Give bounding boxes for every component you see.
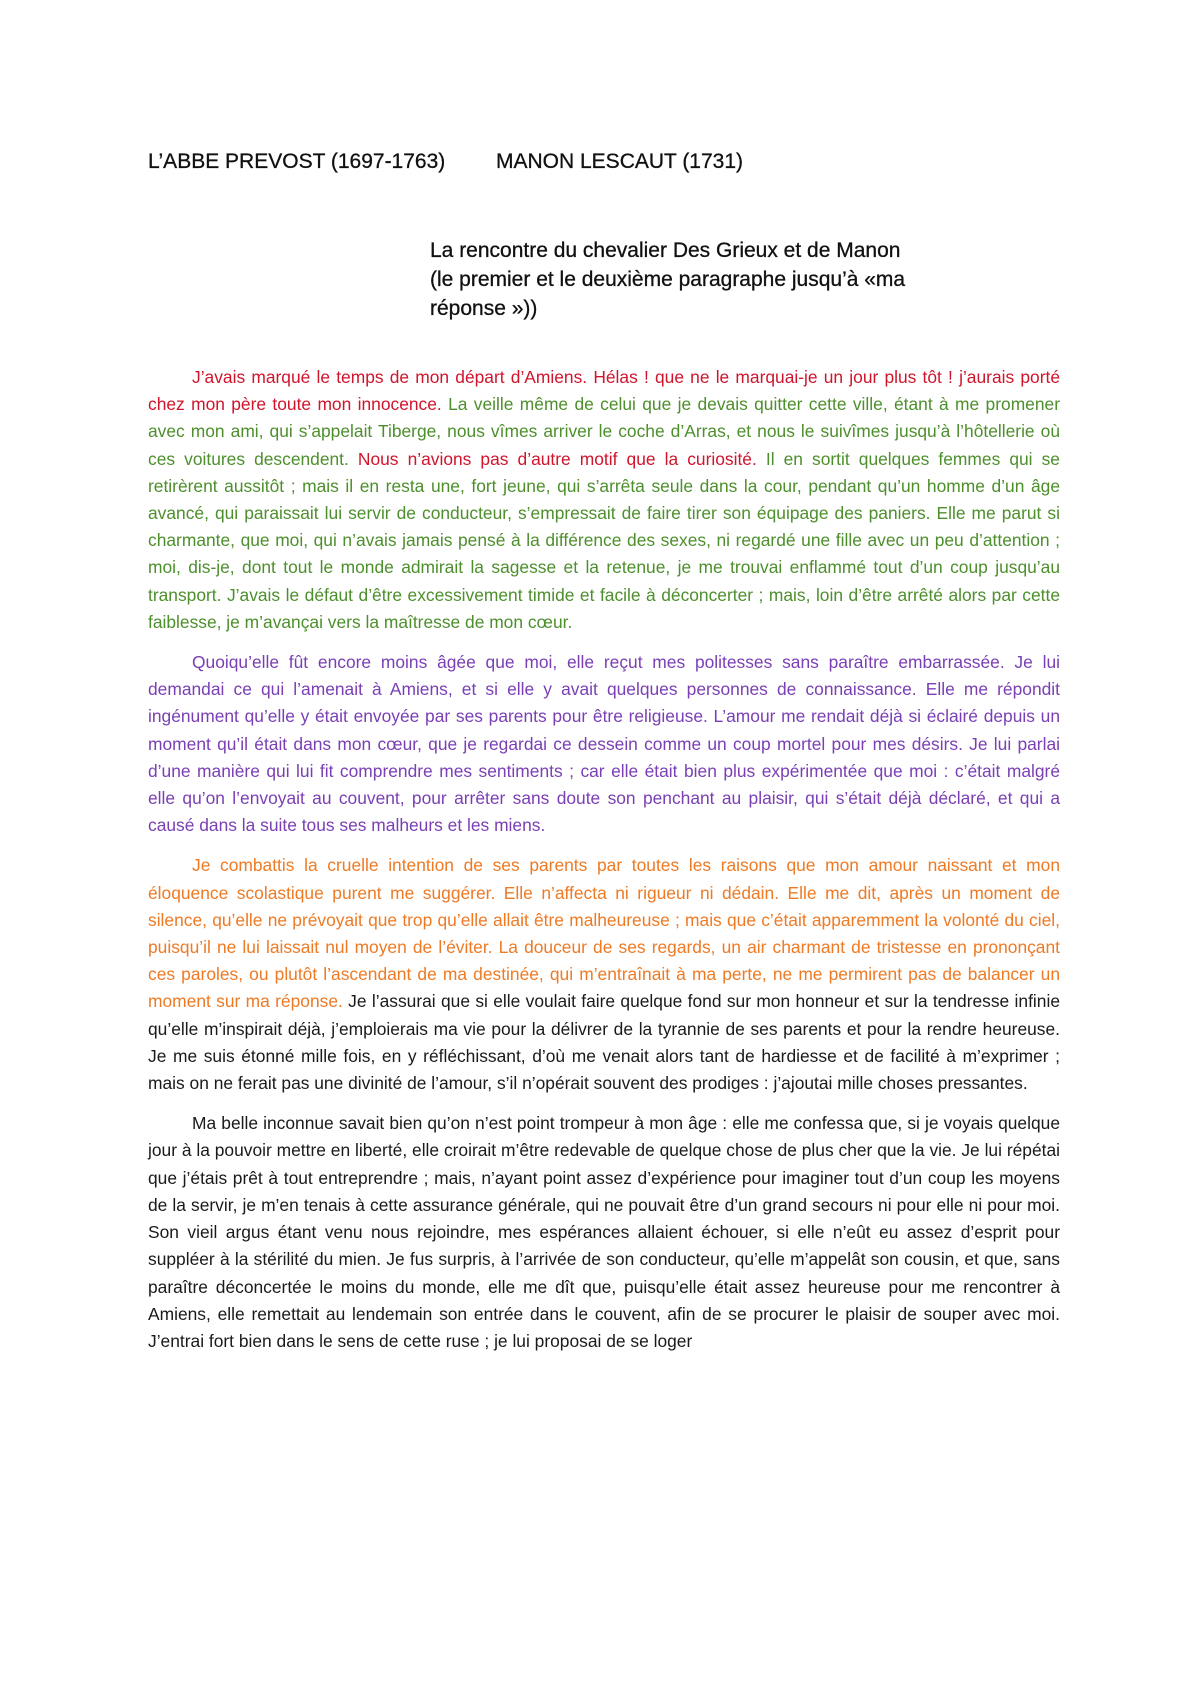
heading-line-1: La rencontre du chevalier Des Grieux et de Manon <box>430 239 901 262</box>
text-segment: Ma belle inconnue savait bien qu’on n’est point trompeur à mon âge : elle me confessa que, si je voyais quelque jour à la pouvoir mettre en liberté, elle croirait m’être redevable de quelque chose de plus cher que la vie. Je lui répétai que j’étais prêt à tout entreprendre ; mais, n’ayant point assez d’expérience pour imaginer tout d’un coup les moyens de la servir, je m’en tenais à cette assurance générale, qui ne pouvait être d’un grand secours ni pour elle ni pour moi. Son vieil argus étant venu nous rejoindre, mes espérances allaient échouer, si elle n’eût eu assez d’esprit pour suppléer à la stérilité du mien. Je fus surpris, à l’arrivée de son conducteur, qu’elle m’appelât son cousin, et que, sans paraître déconcertée le moins du monde, elle me dît que, puisqu’elle était assez heureuse pour me rencontrer à Amiens, elle remettait au lendemain son entrée dans le couvent, afin de se procurer le plaisir de souper avec moi. J’entrai fort bien dans le sens de cette ruse ; je lui proposai de se loger <box>148 1113 1060 1351</box>
work-title: MANON LESCAUT (1731) <box>496 150 744 173</box>
text-segment: Quoiqu’elle fût encore moins âgée que moi, elle reçut mes politesses sans paraître embarrassée. Je lui demandai ce qui l’amenait à Amiens, et si elle y avait quelques personnes de connaissance. Elle me répondit ingénument qu’elle y était envoyée par ses parents pour être religieuse. L’amour me rendait déjà si éclairé depuis un moment qu’il était dans mon cœur, que je regardai ce dessein comme un coup mortel pour mes désirs. Je lui parlai d’une manière qui lui fit comprendre mes sentiments ; car elle était bien plus expérimentée que moi : c’était malgré elle qu’on l’envoyait au couvent, pour arrêter sans doute son penchant au plaisir, qui s’était déjà déclaré, et qui a causé dans la suite tous ses malheurs et les miens. <box>148 652 1060 836</box>
paragraph-4 <box>148 1110 1060 1355</box>
author-line <box>148 150 744 174</box>
heading-line-3: réponse »)) <box>430 297 538 320</box>
text-segment: La veille même de celui que je devais quitter cette ville, étant à me promener avec mon ami, qui s’appelait Tiberge, nous vîmes arriver le coche d’Arras, et nous le suivîmes jusqu’à l’hôtellerie où ces voitures descendent. <box>148 394 1060 469</box>
text-segment: Nous n’avions pas d’autre motif que la curiosité. <box>357 448 766 469</box>
excerpt-heading <box>430 236 990 323</box>
excerpt-body <box>148 364 1060 1368</box>
paragraph-1 <box>148 364 1060 636</box>
text-segment: Il en sortit quelques femmes qui se retirèrent aussitôt ; mais il en resta une, fort jeune, qui s’arrêta seule dans la cour, pendant qu’un homme d’un âge avancé, qui paraissait lui servir de conducteur, s’empressait de faire tirer son équipage des paniers. Elle me parut si charmante, que moi, qui n’avais jamais pensé à la différence des sexes, ni regardé une fille avec un peu d’attention ; moi, dis-je, dont tout le monde admirait la sagesse et la retenue, je me trouvai enflammé tout d’un coup jusqu’au transport. J’avais le défaut d’être excessivement timide et facile à déconcerter ; mais, loin d’être arrêté alors par cette faiblesse, je m’avançai vers la maîtresse de mon cœur. <box>148 448 1060 632</box>
text-segment: Je combattis la cruelle intention de ses parents par toutes les raisons que mon amour naissant et mon éloquence scolastique purent me suggérer. Elle n’affecta ni rigueur ni dédain. Elle me dit, après un moment de silence, qu’elle ne prévoyait que trop qu’elle allait être malheureuse ; mais que c’était apparemment la volonté du ciel, puisqu’il ne lui laissait nul moyen de l’éviter. La douceur de ses regards, un air charmant de tristesse en prononçant ces paroles, ou plutôt l’ascendant de ma destinée, qui m’entraînait à ma perte, ne me permirent pas de balancer un moment sur ma réponse. <box>148 855 1060 1012</box>
paragraph-3 <box>148 852 1060 1097</box>
author-name: L’ABBE PREVOST (1697-1763) <box>148 150 446 173</box>
text-segment: J’avais marqué le temps de mon départ d’Amiens. Hélas ! que ne le marquai-je un jour plus tôt ! j’aurais porté chez mon père toute mon innocence. <box>148 367 1060 415</box>
paragraph-2 <box>148 649 1060 839</box>
text-segment: Je l’assurai que si elle voulait faire quelque fond sur mon honneur et sur la tendresse infinie qu’elle m’inspirait déjà, j’emploierais ma vie pour la délivrer de la tyrannie de ses parents et pour la rendre heureuse. Je me suis étonné mille fois, en y réfléchissant, d’où me venait alors tant de hardiesse et de facilité à m’exprimer ; mais on ne ferait pas une divinité de l’amour, s’il n’opérait souvent des prodiges : j’ajoutai mille choses pressantes. <box>148 991 1060 1094</box>
heading-line-2: (le premier et le deuxième paragraphe jusqu’à «ma <box>430 268 906 291</box>
